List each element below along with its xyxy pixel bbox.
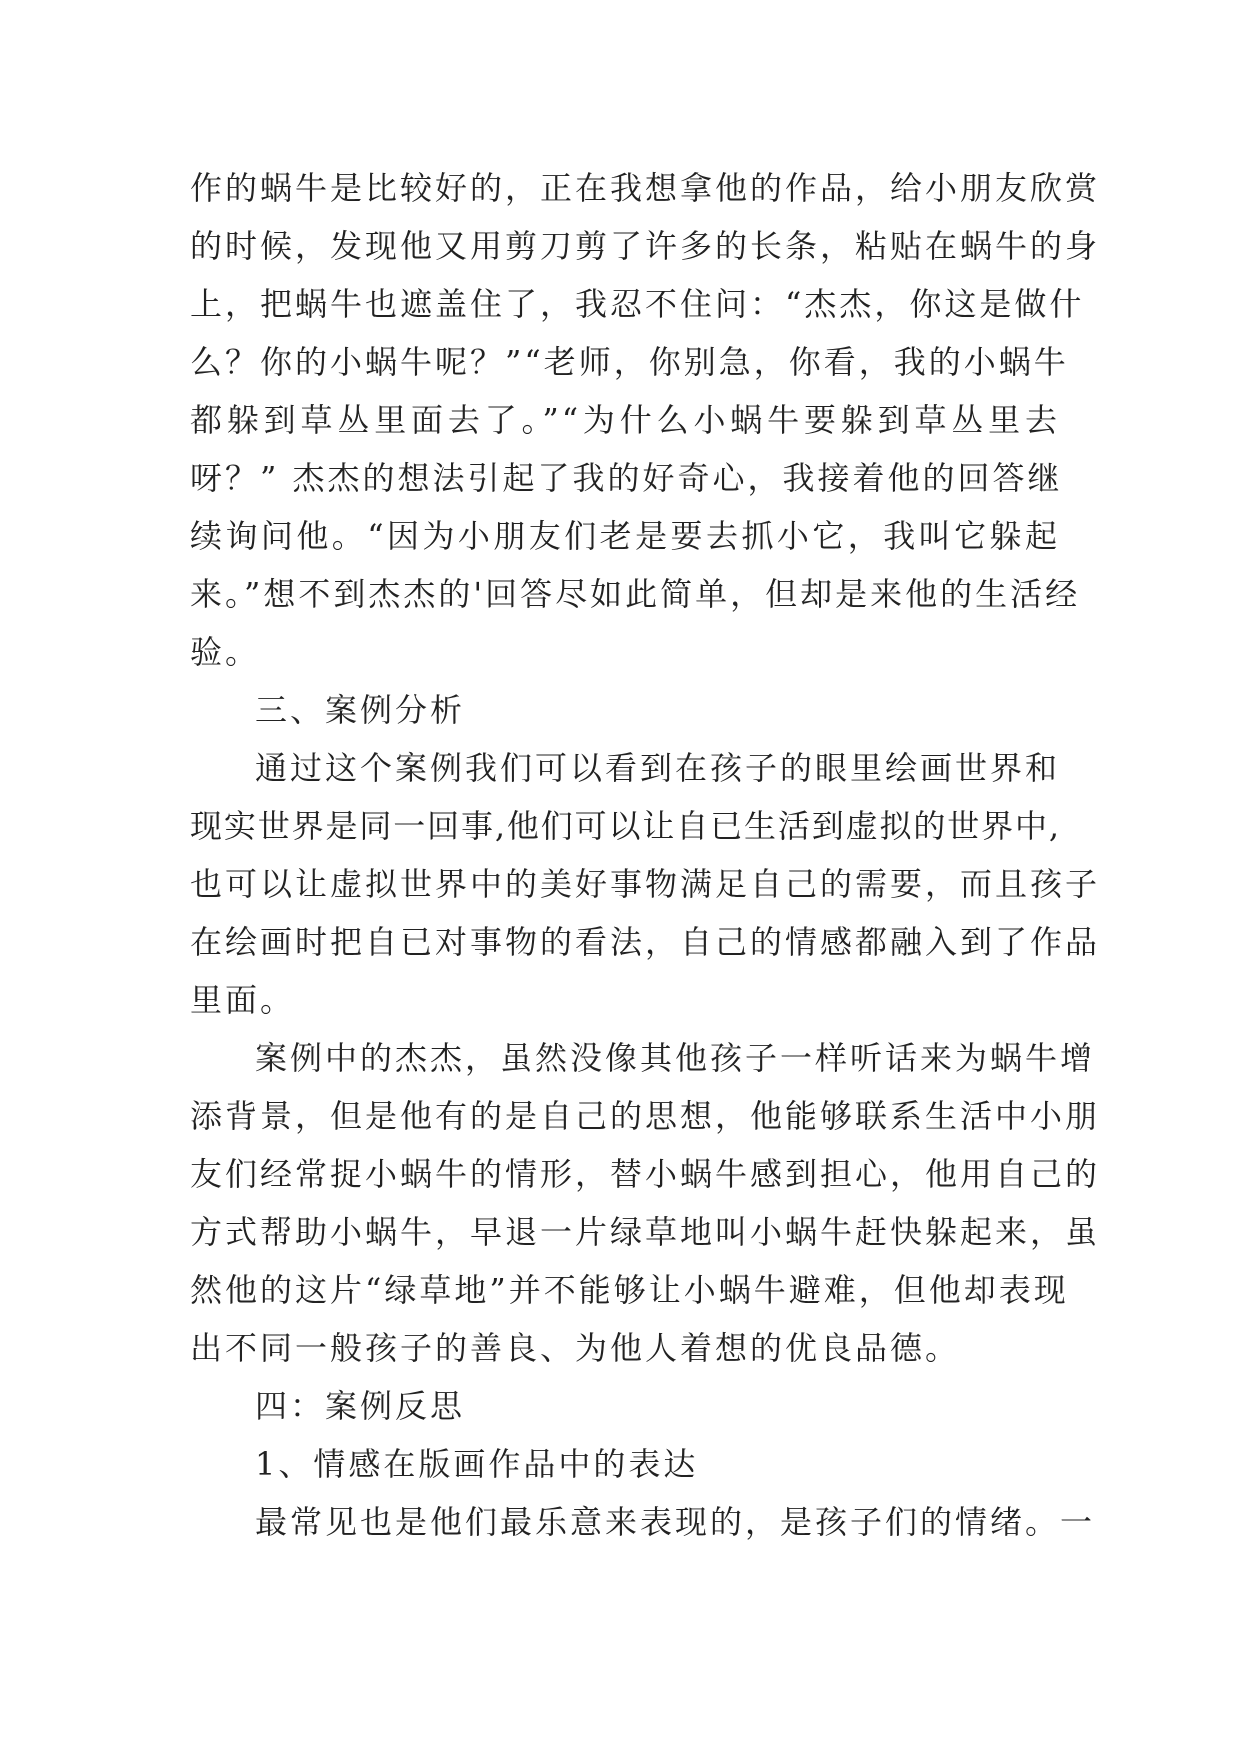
section-heading: 四：案例反思 [255,1387,466,1425]
text-line: 都躲到草丛里面去了。”“为什么小蜗牛要躲到草丛里去 [190,401,1060,439]
text-line: 在绘画时把自已对事物的看法，自己的情感都融入到了作品 [190,923,1101,961]
text-line: 然他的这片“绿草地”并不能够让小蜗牛避难，但他却表现 [190,1271,1069,1309]
text-line: 通过这个案例我们可以看到在孩子的眼里绘画世界和 [255,749,1061,787]
text-line: 验。 [190,633,261,671]
text-line: 最常见也是他们最乐意来表现的，是孩子们的情绪。一 [255,1503,1096,1541]
text-line: 续询问他。“因为小朋友们老是要去抓小它，我叫它躲起 [190,517,1060,555]
text-line: 案例中的杰杰，虽然没像其他孩子一样听话来为蜗牛增 [255,1039,1096,1077]
text-line: 也可以让虚拟世界中的美好事物满足自己的需要，而且孩子 [190,865,1101,903]
text-line: 作的蜗牛是比较好的，正在我想拿他的作品，给小朋友欣赏 [190,169,1101,207]
text-line: 么？你的小蜗牛呢？”“老师，你别急，你看，我的小蜗牛 [190,343,1069,381]
text-line: 上，把蜗牛也遮盖住了，我忍不住问：“杰杰，你这是做什 [190,285,1085,323]
subsection-heading: 1、情感在版画作品中的表达 [255,1445,699,1483]
text-line: 呀？” 杰杰的想法引起了我的好奇心，我接着他的回答继 [190,459,1063,497]
text-line: 方式帮助小蜗牛，早退一片绿草地叫小蜗牛赶快躲起来，虽 [190,1213,1101,1251]
text-line: 里面。 [190,981,296,1019]
text-line: 友们经常捉小蜗牛的情形，替小蜗牛感到担心，他用自己的 [190,1155,1101,1193]
section-heading: 三、案例分析 [255,691,466,729]
text-line: 添背景，但是他有的是自己的思想，他能够联系生活中小朋 [190,1097,1101,1135]
text-line: 出不同一般孩子的善良、为他人着想的优良品德。 [190,1329,961,1367]
text-line: 的时候，发现他又用剪刀剪了许多的长条，粘贴在蜗牛的身 [190,227,1101,265]
text-line: 现实世界是同一回事,他们可以让自已生活到虚拟的世界中, [190,807,1060,845]
text-line: 来。”想不到杰杰的'回答尽如此简单，但却是来他的生活经 [190,575,1081,613]
